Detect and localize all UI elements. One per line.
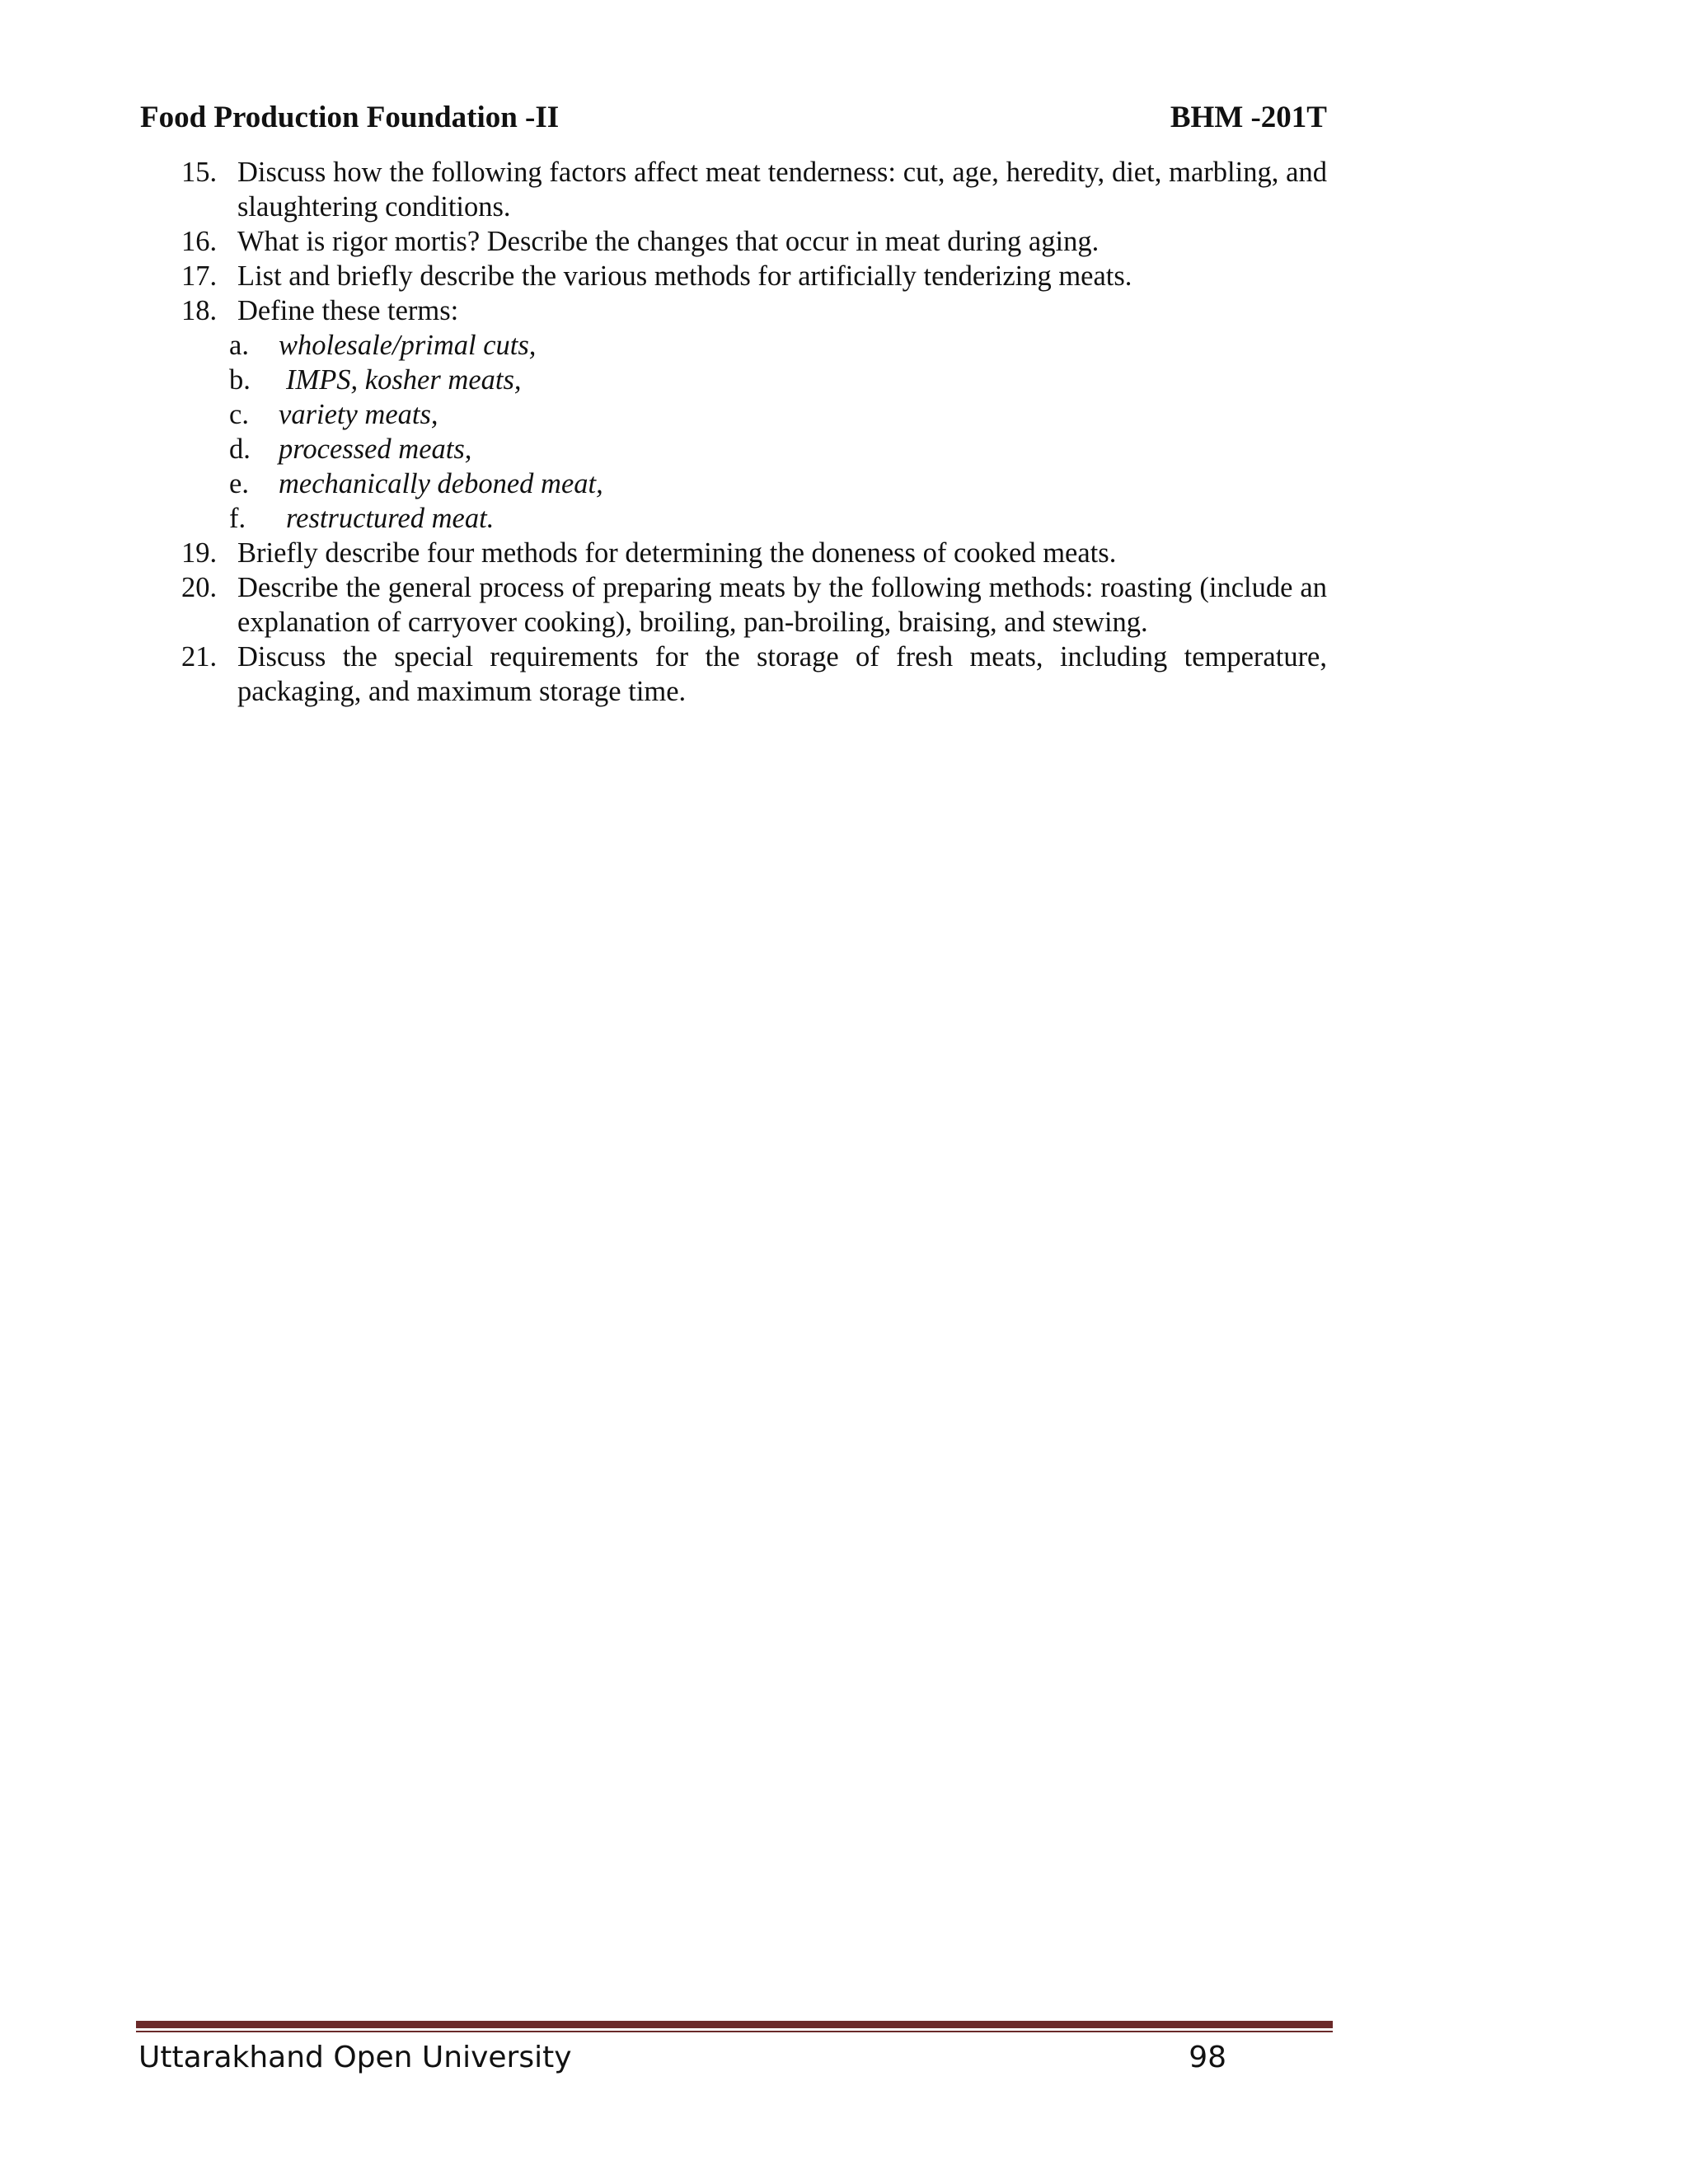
page-number: 98	[1189, 2041, 1226, 2074]
university-name: Uttarakhand Open University	[138, 2041, 572, 2074]
term-item	[229, 466, 1327, 501]
term-letter: d.	[229, 434, 251, 465]
term-letter: f.	[229, 503, 246, 534]
term-text: mechanically deboned meat,	[279, 468, 603, 499]
term-letter: e.	[229, 468, 249, 499]
term-letter: b.	[229, 364, 251, 396]
question-text: Discuss how the following factors affect meat tenderness: cut, age, heredity, diet, marbling, and slaughtering conditions.	[237, 157, 1327, 223]
page-header	[140, 97, 1327, 138]
question-number: 17.	[181, 260, 218, 292]
term-item	[229, 432, 1327, 466]
page-footer	[138, 2037, 1226, 2079]
term-text: IMPS, kosher meats,	[286, 364, 522, 396]
question-item	[181, 224, 1327, 259]
question-text: Describe the general process of preparing meats by the following methods: roasting (include an explanation of carryover cooking), broiling, pan-broiling, braising, and stewing.	[237, 572, 1327, 638]
question-item	[181, 259, 1327, 293]
term-item	[229, 363, 1327, 397]
question-text: List and briefly describe the various methods for artificially tenderizing meats.	[237, 260, 1132, 292]
term-letter: c.	[229, 399, 249, 430]
footer-divider-thin	[136, 2031, 1333, 2032]
term-text: wholesale/primal cuts,	[279, 330, 537, 361]
question-number: 16.	[181, 226, 218, 257]
term-text: processed meats,	[279, 434, 472, 465]
term-text: variety meats,	[279, 399, 438, 430]
question-number: 20.	[181, 572, 218, 603]
question-text: What is rigor mortis? Describe the changes that occur in meat during aging.	[237, 226, 1100, 257]
question-item	[181, 293, 1327, 536]
question-item	[181, 570, 1327, 640]
term-item	[229, 397, 1327, 432]
question-text: Briefly describe four methods for determining the doneness of cooked meats.	[237, 537, 1117, 569]
question-item	[181, 536, 1327, 570]
question-number: 19.	[181, 537, 218, 569]
question-list	[181, 155, 1327, 709]
question-text: Discuss the special requirements for the storage of fresh meats, including temperature, packaging, and maximum storage time.	[237, 641, 1327, 707]
course-code: BHM -201T	[1170, 101, 1327, 134]
term-letter: a.	[229, 330, 249, 361]
footer-divider-thick	[136, 2021, 1333, 2028]
question-number: 18.	[181, 295, 218, 326]
term-text: restructured meat.	[286, 503, 495, 534]
term-item	[229, 501, 1327, 536]
course-title: Food Production Foundation -II	[140, 101, 560, 134]
term-list	[181, 328, 1327, 536]
question-number: 15.	[181, 157, 218, 188]
footer-divider	[136, 2021, 1333, 2032]
question-item	[181, 155, 1327, 224]
question-text: Define these terms:	[237, 295, 459, 326]
question-item	[181, 640, 1327, 709]
term-item	[229, 328, 1327, 363]
question-number: 21.	[181, 641, 218, 673]
